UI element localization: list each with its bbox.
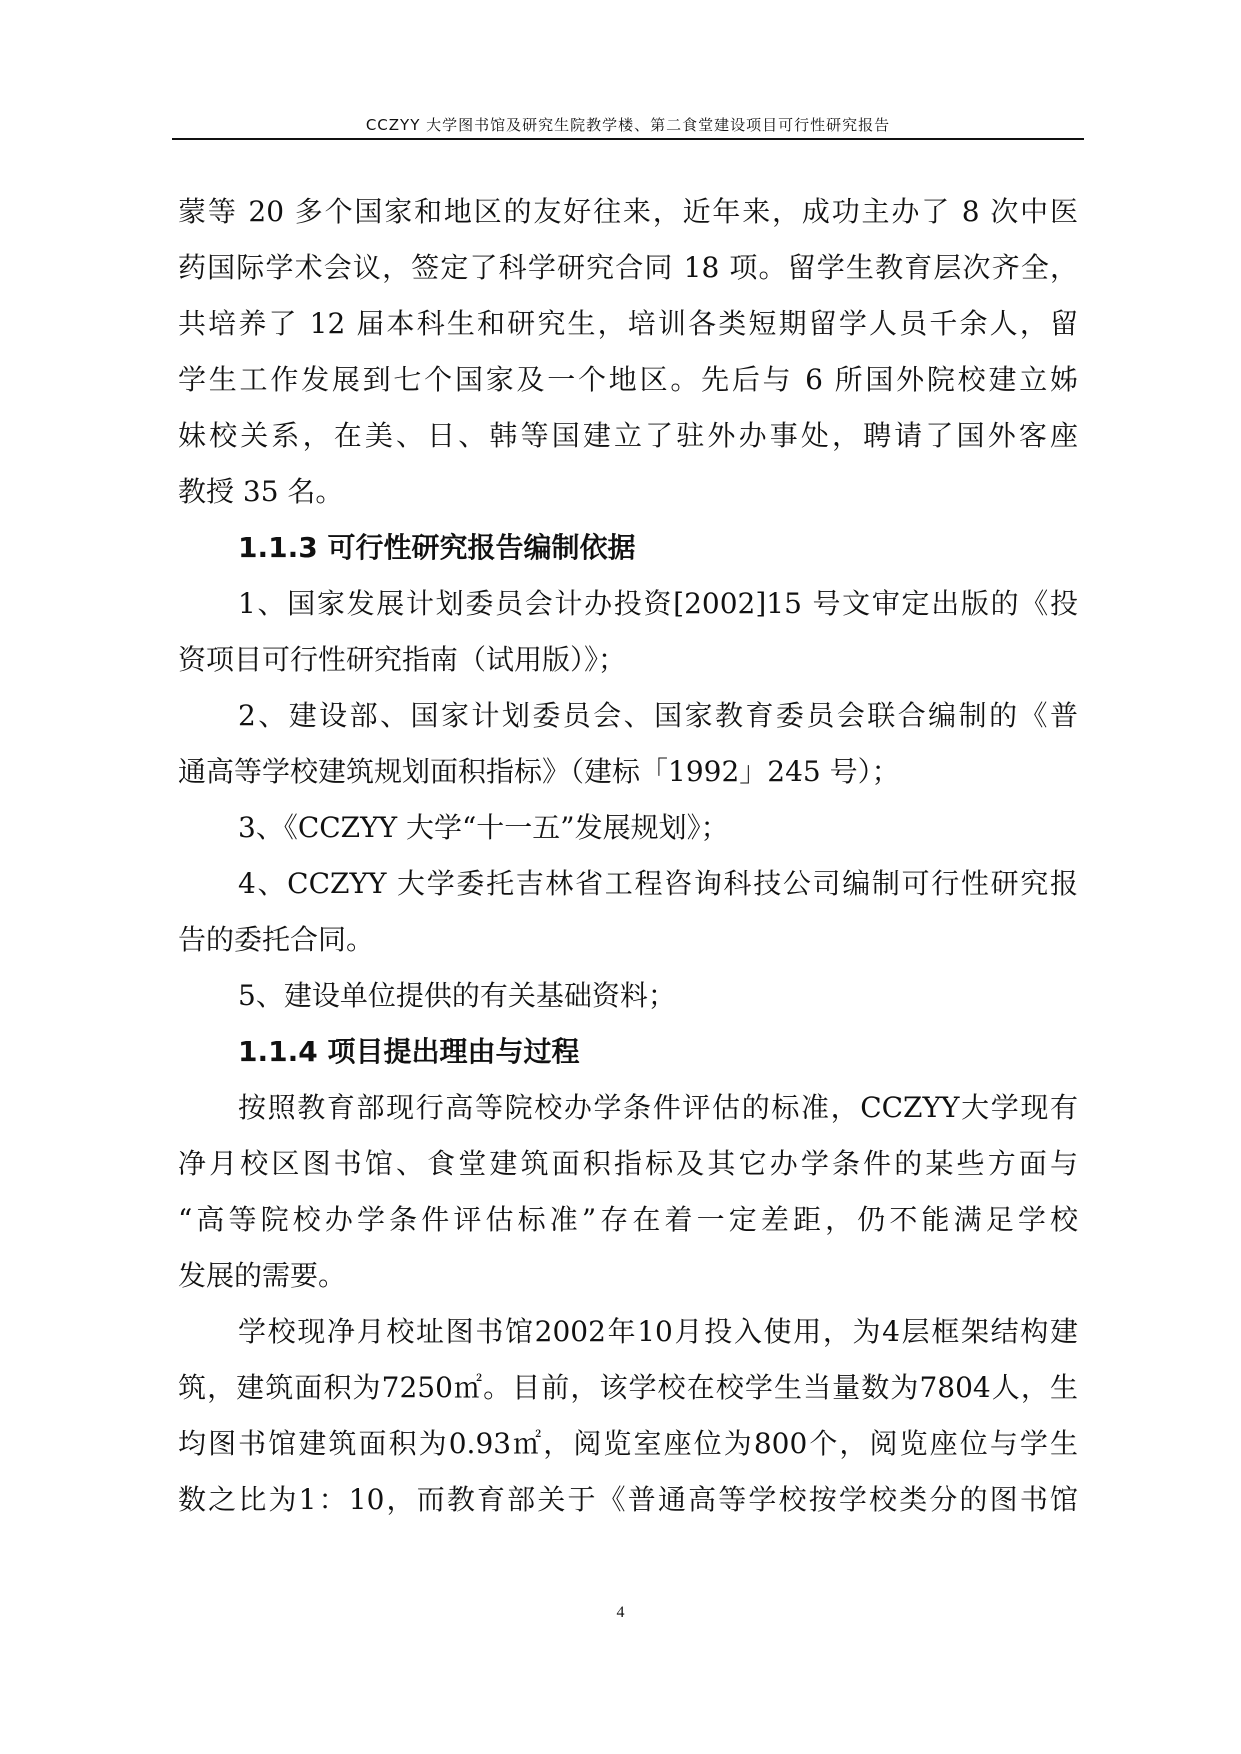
text-line: 资项目可行性研究指南（试用版）》； <box>178 643 627 676</box>
text-line: 发展的需要。 <box>178 1259 347 1292</box>
section-heading: 1.1.3 可行性研究报告编制依据 <box>238 531 636 564</box>
text-line: 数之比为1：10，而教育部关于《普通高等学校按学校类分的图书馆 <box>178 1483 1078 1516</box>
text-line: 净月校区图书馆、食堂建筑面积指标及其它办学条件的某些方面与 <box>178 1147 1078 1180</box>
text-line: 均图书馆建筑面积为0.93㎡，阅览室座位为800个，阅览座位与学生 <box>178 1427 1078 1460</box>
text-line: 教授 35 名。 <box>178 475 344 508</box>
text-line: 学生工作发展到七个国家及一个地区。先后与 6 所国外院校建立姊 <box>178 363 1078 396</box>
text-line: 3、《CCZYY 大学“十一五”发展规划》； <box>238 811 729 844</box>
text-line: 筑，建筑面积为7250㎡。目前，该学校在校学生当量数为7804人，生 <box>178 1371 1078 1404</box>
text-line: 2、建设部、国家计划委员会、国家教育委员会联合编制的《普 <box>238 699 1078 732</box>
text-line: 告的委托合同。 <box>178 923 375 956</box>
text-line: 按照教育部现行高等院校办学条件评估的标准，CCZYY大学现有 <box>238 1091 1078 1124</box>
text-line: 通高等学校建筑规划面积指标》（建标「1992」245 号）； <box>178 755 900 788</box>
text-line: 5、建设单位提供的有关基础资料； <box>238 979 676 1012</box>
text-line: 药国际学术会议，签定了科学研究合同 18 项。留学生教育层次齐全， <box>178 251 1078 284</box>
header-rule <box>172 138 1084 140</box>
text-line: 学校现净月校址图书馆2002年10月投入使用，为4层框架结构建 <box>238 1315 1078 1348</box>
text-line: 妹校关系，在美、日、韩等国建立了驻外办事处，聘请了国外客座 <box>178 419 1078 452</box>
section-heading: 1.1.4 项目提出理由与过程 <box>238 1035 580 1068</box>
text-line: 1、国家发展计划委员会计办投资[2002]15 号文审定出版的《投 <box>238 587 1078 620</box>
page-body <box>178 184 1078 1528</box>
text-line: 共培养了 12 届本科生和研究生，培训各类短期留学人员千余人，留 <box>178 307 1078 340</box>
text-line: “高等院校办学条件评估标准”存在着一定差距，仍不能满足学校 <box>178 1203 1078 1236</box>
running-header: CCZYY 大学图书馆及研究生院教学楼、第二食堂建设项目可行性研究报告 <box>365 116 891 134</box>
text-line: 蒙等 20 多个国家和地区的友好往来，近年来，成功主办了 8 次中医 <box>178 195 1078 228</box>
page-number: 4 <box>616 1604 625 1621</box>
text-line: 4、CCZYY 大学委托吉林省工程咨询科技公司编制可行性研究报 <box>238 867 1078 900</box>
